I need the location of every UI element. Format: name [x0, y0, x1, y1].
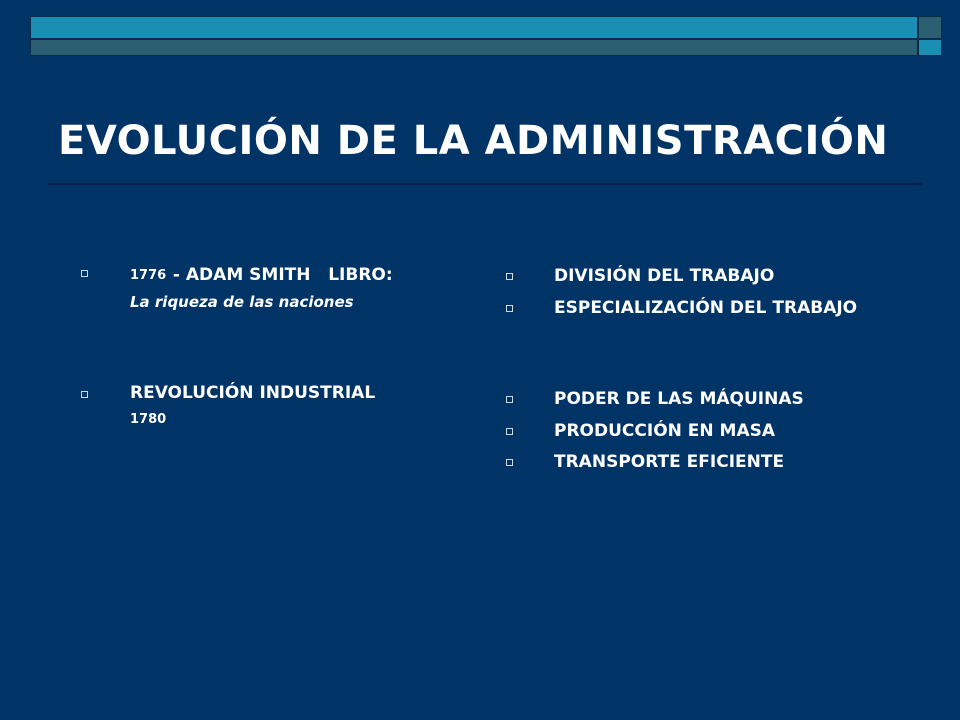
bullet-especializacion: ESPECIALIZACIÓN DEL TRABAJO: [554, 298, 858, 318]
square-bullet-icon: [506, 273, 513, 280]
header-bar-cyan: [30, 16, 918, 39]
bullet-transporte: TRANSPORTE EFICIENTE: [554, 452, 785, 472]
book-title: La riqueza de las naciones: [130, 293, 354, 311]
square-bullet-icon: [81, 270, 88, 277]
square-bullet-icon: [506, 305, 513, 312]
header-square-cyan: [918, 39, 942, 56]
bullet-adam-smith: - ADAM SMITH LIBRO:: [167, 265, 393, 285]
bullet-division-trabajo: DIVISIÓN DEL TRABAJO: [554, 266, 775, 286]
header-bar-teal: [30, 39, 918, 56]
bullet-revolucion-industrial: REVOLUCIÓN INDUSTRIAL: [130, 383, 376, 403]
bullet-year: 1776: [130, 268, 167, 283]
bullet-poder-maquinas: PODER DE LAS MÁQUINAS: [554, 389, 804, 409]
bullet-produccion-masa: PRODUCCIÓN EN MASA: [554, 421, 776, 441]
revolution-year: 1780: [130, 412, 167, 427]
title-divider: [48, 183, 922, 185]
square-bullet-icon: [81, 391, 88, 398]
square-bullet-icon: [506, 459, 513, 466]
square-bullet-icon: [506, 396, 513, 403]
slide-title: EVOLUCIÓN DE LA ADMINISTRACIÓN: [58, 118, 889, 164]
square-bullet-icon: [506, 428, 513, 435]
decorative-header-bars: [30, 16, 942, 56]
header-square-dark: [918, 16, 942, 39]
